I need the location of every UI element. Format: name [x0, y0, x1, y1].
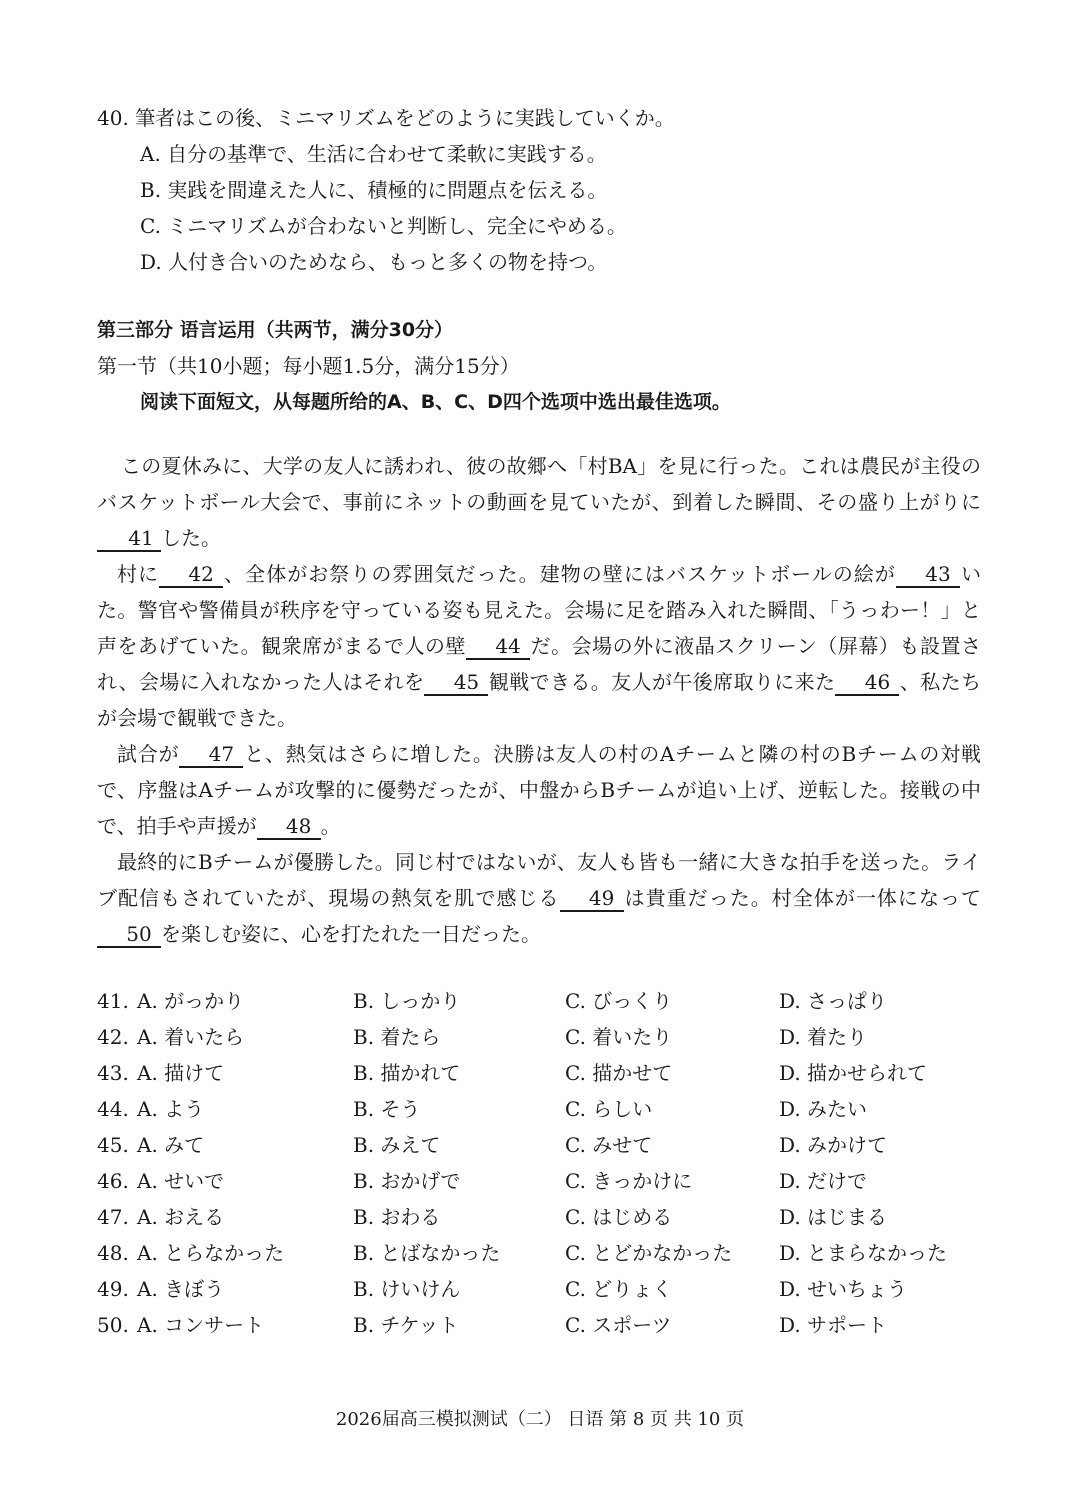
question-40-option-d: D. 人付き合いのためなら、もっと多くの物を持つ。	[140, 250, 608, 274]
blank-42: 42	[159, 562, 223, 588]
blank-47: 47	[179, 742, 243, 768]
section-instruction: 阅读下面短文，从每题所给的A、B、C、D四个选项中选出最佳选项。	[140, 391, 731, 413]
answer-row-46: 46. A. せいで B. おかげで C. きっかけに D. だけで	[97, 1169, 868, 1193]
question-40-stem: 40. 筆者はこの後、ミニマリズムをどのように実践していくか。	[97, 106, 675, 130]
answer-row-50: 50. A. コンサート B. チケット C. スポーツ D. サポート	[97, 1313, 888, 1337]
answer-row-43: 43. A. 描けて B. 描かれて C. 描かせて D. 描かせられて	[97, 1061, 928, 1085]
question-40-option-c: C. ミニマリズムが合わないと判断し、完全にやめる。	[140, 214, 627, 238]
blank-50: 50	[97, 922, 161, 948]
section-title: 第三部分 语言运用（共两节，满分30分）	[97, 319, 454, 341]
blank-44: 44	[466, 634, 530, 660]
question-40-option-b: B. 実践を間違えた人に、積極的に問題点を伝える。	[140, 178, 608, 202]
answer-row-44: 44. A. よう B. そう C. らしい D. みたい	[97, 1097, 868, 1121]
answer-row-47: 47. A. おえる B. おわる C. はじめる D. はじまる	[97, 1205, 888, 1229]
blank-41: 41	[97, 526, 161, 552]
blank-46: 46	[835, 670, 899, 696]
question-40-option-a: A. 自分の基準で、生活に合わせて柔軟に実践する。	[140, 142, 607, 166]
answer-row-49: 49. A. きぼう B. けいけん C. どりょく D. せいちょう	[97, 1277, 908, 1301]
answer-row-48: 48. A. とらなかった B. とばなかった C. とどかなかった D. とまらなかった	[97, 1241, 948, 1265]
blank-49: 49	[560, 886, 624, 912]
page-footer: 2026届高三模拟测试（二） 日语 第 8 页 共 10 页	[335, 1409, 745, 1430]
section-subtitle: 第一节（共10小题；每小题1.5分，满分15分）	[97, 354, 520, 378]
answer-row-41: 41. A. がっかり B. しっかり C. びっくり D. さっぱり	[97, 989, 888, 1013]
blank-43: 43	[896, 562, 960, 588]
answer-row-42: 42. A. 着いたら B. 着たら C. 着いたり D. 着たり	[97, 1025, 868, 1049]
passage-paragraph-3: 試合が 47 と、熱気はさらに増した。決勝は友人の村のAチームと隣の村のBチームの対戦で、序盤はAチームが攻撃的に優勢だったが、中盤からBチームが追い上げ、逆転した。接戦の中で、拍手や声援が 48 。	[97, 742, 982, 838]
answer-row-45: 45. A. みて B. みえて C. みせて D. みかけて	[97, 1133, 888, 1157]
passage-paragraph-2: 村に 42 、全体がお祭りの雰囲気だった。建物の壁にはバスケットボールの絵が 43 いた。警官や警備員が秩序を守っている姿も見えた。会場に足を踏み入れた瞬間、「うっわー！」と声をあげていた。観衆席がまるで人の壁 44 だ。会場の外に液晶スクリーン（屏幕）も設置され、会場に入れなかった人はそれを 45 観戦できる。友人が午後席取りに来た 46 、私たちが会場で観戦できた。	[97, 562, 982, 730]
blank-48: 48	[257, 814, 321, 840]
passage-paragraph-1: この夏休みに、大学の友人に誘われ、彼の故郷へ「村BA」を見に行った。これは農民が主役のバスケットボール大会で、事前にネットの動画を見ていたが、到着した瞬間、その盛り上がりに41 した。	[97, 454, 981, 550]
blank-45: 45	[424, 670, 488, 696]
passage-paragraph-4: 最終的にBチームが優勝した。同じ村ではないが、友人も皆も一緒に大きな拍手を送った。ライブ配信もされていたが、現場の熱気を肌で感じる 49 は貴重だった。村全体が一体になって50 を楽しむ姿に、心を打たれた一日だった。	[97, 850, 982, 946]
